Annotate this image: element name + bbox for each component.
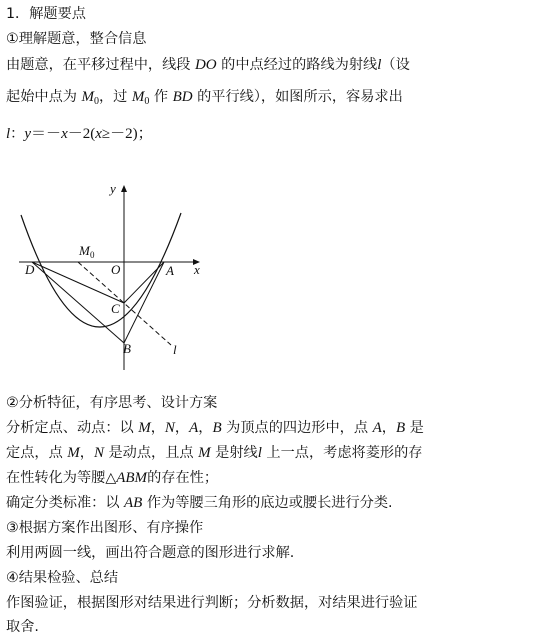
- text: 的存在性；: [147, 470, 219, 486]
- text: 作: [149, 89, 173, 105]
- var-N: N: [93, 445, 104, 461]
- text: 的中点经过的路线为射线: [216, 57, 378, 73]
- var-B: B: [395, 420, 406, 436]
- text: 由题意，在平移过程中，线段: [6, 57, 195, 73]
- parabola-curve: [21, 213, 181, 327]
- equation-line: [6, 124, 153, 144]
- text: ，过: [98, 89, 132, 105]
- text: ≥－2)；: [101, 126, 153, 142]
- var-x: x: [95, 126, 102, 142]
- var-M: M: [198, 445, 211, 461]
- paragraph-6: [6, 468, 218, 488]
- paragraph-4: [6, 418, 424, 438]
- var-M: M: [131, 89, 145, 105]
- var-N: N: [164, 420, 175, 436]
- text: ＝－: [31, 126, 62, 142]
- heading: 1．解题要点: [6, 6, 86, 22]
- paragraph-9: 作图验证，根据图形对结果进行判断；分析数据，对结果进行验证: [6, 595, 418, 611]
- var-x: x: [61, 126, 68, 142]
- subscript: 0: [93, 96, 99, 107]
- label-C: C: [111, 301, 120, 316]
- text: 起始中点为: [6, 89, 82, 105]
- text: ：: [10, 126, 25, 142]
- y-axis-arrow: [121, 185, 127, 192]
- var-ABM: ABM: [116, 470, 148, 486]
- text: ，: [150, 420, 165, 436]
- var-DO: DO: [194, 57, 217, 73]
- text: 确定分类标准：以: [6, 495, 125, 511]
- step2-title: ②分析特征，有序思考、设计方案: [6, 395, 218, 411]
- segment-CA: [124, 262, 164, 303]
- text: 是动点，且点: [103, 445, 199, 461]
- text: 为顶点的四边形中，点: [221, 420, 373, 436]
- segment-BA: [124, 262, 164, 343]
- text: 在性转化为等腰△: [6, 470, 117, 486]
- var-M: M: [67, 445, 80, 461]
- var-A: A: [372, 420, 382, 436]
- text: 作为等腰三角形的底边或腰长进行分类.: [142, 495, 393, 511]
- step4-title: ④结果检验、总结: [6, 570, 119, 586]
- step1-title: ①理解题意，整合信息: [6, 31, 147, 47]
- text: 是射线: [210, 445, 258, 461]
- label-O: O: [111, 262, 121, 277]
- paragraph-5: [6, 443, 422, 463]
- var-l: l: [377, 57, 382, 73]
- var-A: A: [189, 420, 199, 436]
- label-l: l: [173, 342, 177, 357]
- text: ，: [79, 445, 94, 461]
- var-BD: BD: [172, 89, 193, 105]
- paragraph-8: 利用两圆一线，画出符合题意的图形进行求解.: [6, 545, 295, 561]
- text: 是: [405, 420, 424, 436]
- var-l: l: [257, 445, 262, 461]
- text: －2(: [67, 126, 96, 142]
- paragraph-1: [6, 55, 410, 75]
- var-M: M: [81, 89, 94, 105]
- text: ，: [381, 420, 396, 436]
- label-D: D: [25, 262, 35, 277]
- paragraph-2: [6, 87, 403, 112]
- var-AB: AB: [124, 495, 143, 511]
- text: 定点，点: [6, 445, 68, 461]
- var-y: y: [24, 126, 32, 142]
- paragraph-7: [6, 493, 393, 513]
- var-M: M: [138, 420, 151, 436]
- text: ，: [198, 420, 213, 436]
- label-y: y: [110, 181, 116, 196]
- text: （设: [381, 57, 410, 73]
- label-B: B: [123, 341, 131, 356]
- label-M-subscript: 0: [90, 250, 95, 260]
- paragraph-10: 取舍.: [6, 619, 39, 635]
- var-l: l: [6, 126, 11, 142]
- label-A: A: [166, 263, 174, 278]
- var-B: B: [212, 420, 222, 436]
- text: ，: [174, 420, 190, 436]
- parabola-figure: [14, 175, 214, 375]
- step3-title: ③根据方案作出图形、有序操作: [6, 520, 204, 536]
- text: 的平行线），如图所示，容易求出: [192, 89, 403, 105]
- text: 上一点，考虑将菱形的存: [261, 445, 423, 461]
- text: 分析定点、动点：以: [6, 420, 139, 436]
- subscript: 0: [144, 96, 150, 107]
- label-x: x: [194, 262, 200, 277]
- label-M: M: [79, 243, 90, 258]
